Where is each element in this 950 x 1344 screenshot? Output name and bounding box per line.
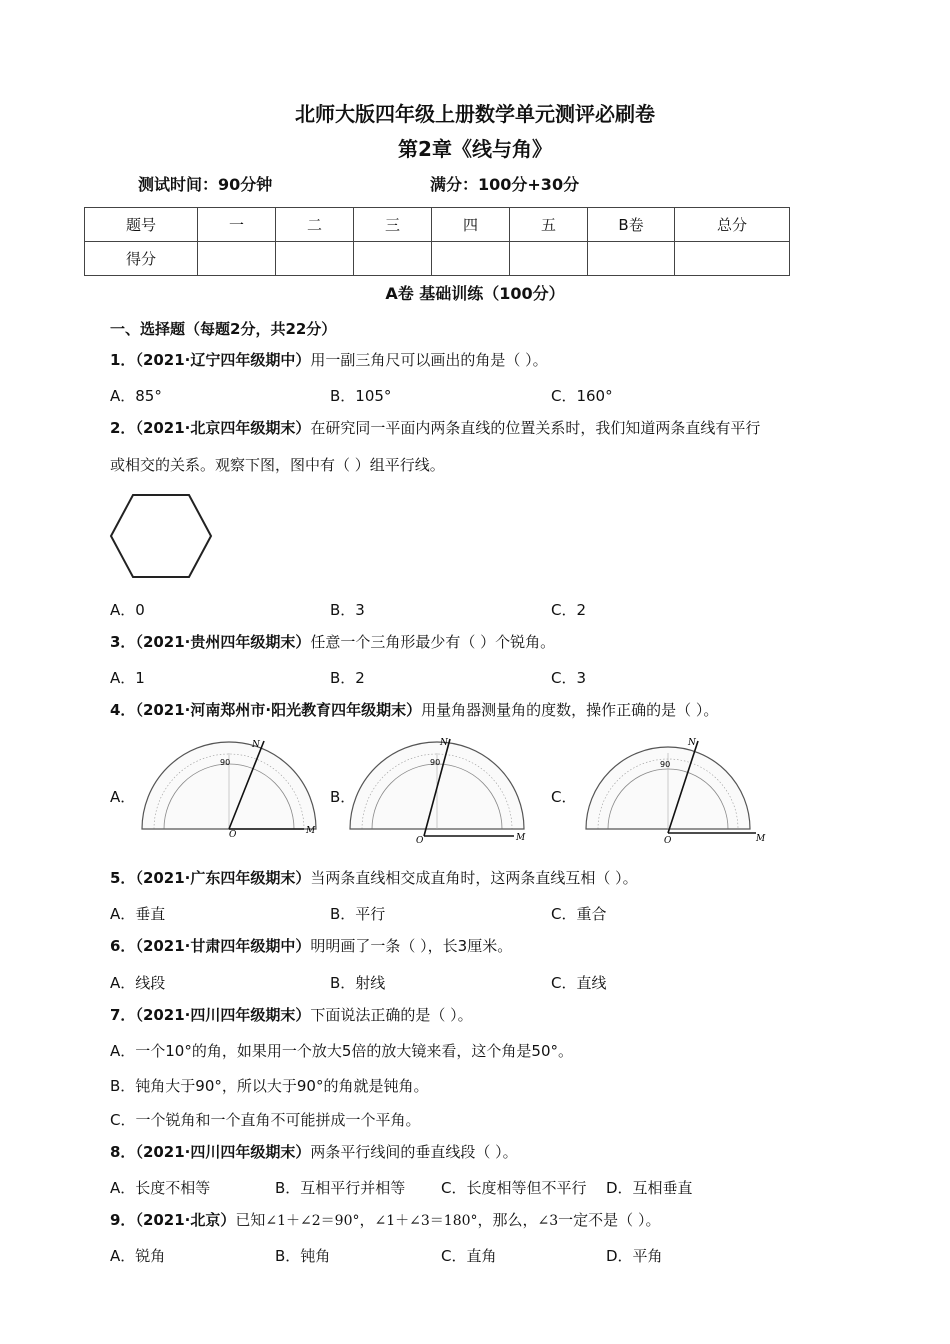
question-source: （2021·北京四年级期末）	[135, 419, 311, 437]
score-header-cell: 四	[432, 208, 510, 242]
question-text: 一定不是（ ）。	[558, 1211, 661, 1229]
option-d[interactable]: D．平角	[606, 1247, 663, 1265]
question-9	[110, 1202, 840, 1240]
question-source: （2021·河南郑州市·阳光教育四年级期末）	[135, 701, 422, 719]
score-cell[interactable]	[432, 242, 510, 276]
option-c[interactable]: C．160°	[551, 387, 613, 405]
option-a[interactable]: A．	[110, 788, 136, 806]
label-m: M	[306, 826, 316, 836]
option-b[interactable]: B．2	[330, 669, 365, 687]
question-number: 6．	[110, 937, 136, 955]
question-2	[110, 410, 840, 447]
option-b[interactable]: B．3	[330, 601, 365, 619]
score-header-cell: 总分	[675, 208, 790, 242]
question-number: 4．	[110, 701, 136, 719]
option-a[interactable]: A．1	[110, 669, 145, 687]
question-number: 1．	[110, 351, 136, 369]
option-c[interactable]: C．直线	[551, 974, 607, 992]
score-cell[interactable]	[510, 242, 588, 276]
question-8	[110, 1134, 840, 1171]
option-b[interactable]: B．射线	[330, 974, 386, 992]
option-b[interactable]: B．	[330, 788, 356, 806]
question-7	[110, 997, 840, 1034]
exam-title: 北师大版四年级上册数学单元测评必刷卷	[295, 102, 655, 126]
question-text: 两条平行线间的垂直线段（ ）。	[310, 1143, 518, 1161]
score-header-cell: 一	[198, 208, 276, 242]
math-expression: ∠3	[537, 1213, 559, 1229]
score-table	[84, 207, 790, 276]
option-a[interactable]: A．85°	[110, 387, 162, 405]
option-c[interactable]: C．长度相等但不平行	[441, 1179, 587, 1197]
question-text: 当两条直线相交成直角时，这两条直线互相（ ）。	[310, 869, 638, 887]
label-n: N	[440, 738, 448, 748]
score-table-header-row	[85, 208, 790, 242]
label-n: N	[252, 740, 260, 750]
question-source: （2021·四川四年级期末）	[135, 1006, 311, 1024]
test-time: 测试时间：90分钟	[138, 175, 273, 194]
question-2-continued: 或相交的关系。观察下图，图中有（ ）组平行线。	[110, 456, 445, 474]
question-number: 7．	[110, 1006, 136, 1024]
protractor-figure-c	[578, 733, 768, 845]
option-c[interactable]: C．重合	[551, 905, 607, 923]
option-b[interactable]: B．互相平行并相等	[275, 1179, 406, 1197]
question-1	[110, 342, 840, 379]
label-m: M	[516, 833, 526, 843]
math-expression: ∠1＋∠3＝180°	[374, 1213, 478, 1229]
score-cell[interactable]	[354, 242, 432, 276]
label-m: M	[756, 834, 766, 844]
label-o: O	[416, 836, 424, 845]
question-source: （2021·甘肃四年级期中）	[135, 937, 311, 955]
chapter-title: 第2章《线与角》	[398, 137, 552, 161]
score-header-cell: B卷	[588, 208, 675, 242]
option-d[interactable]: D．互相垂直	[606, 1179, 693, 1197]
question-text: 用一副三角尺可以画出的角是（ ）。	[310, 351, 548, 369]
option-a[interactable]: A．锐角	[110, 1247, 166, 1265]
score-header-cell: 二	[276, 208, 354, 242]
question-4	[110, 692, 840, 729]
question-5	[110, 860, 840, 897]
score-cell[interactable]	[675, 242, 790, 276]
score-cell[interactable]	[276, 242, 354, 276]
score-header-cell: 三	[354, 208, 432, 242]
question-number: 3．	[110, 633, 136, 651]
option-b[interactable]: B．平行	[330, 905, 386, 923]
option-c[interactable]: C．	[551, 788, 577, 806]
label-o: O	[229, 830, 237, 840]
question-text: 用量角器测量角的度数，操作正确的是（ ）。	[421, 701, 719, 719]
part-one-title: 一、选择题（每题2分，共22分）	[110, 320, 337, 338]
section-a-title: A卷 基础训练（100分）	[385, 284, 565, 303]
question-3	[110, 624, 840, 661]
question-number: 8．	[110, 1143, 136, 1161]
protractor-figure-b	[342, 733, 532, 845]
hexagon-figure	[108, 492, 214, 580]
question-source: （2021·辽宁四年级期中）	[135, 351, 311, 369]
question-source: （2021·广东四年级期末）	[135, 869, 311, 887]
question-number: 9．	[110, 1211, 136, 1229]
option-a[interactable]: A．线段	[110, 974, 166, 992]
option-a[interactable]: A．垂直	[110, 905, 166, 923]
question-number: 5．	[110, 869, 136, 887]
hexagon-shape	[111, 495, 211, 577]
question-text: 已知	[235, 1211, 266, 1229]
option-b[interactable]: B．钝角大于90°，所以大于90°的角就是钝角。	[110, 1077, 429, 1095]
score-cell[interactable]	[588, 242, 675, 276]
option-c[interactable]: C．2	[551, 601, 587, 619]
option-c[interactable]: C．3	[551, 669, 587, 687]
score-cell[interactable]	[198, 242, 276, 276]
label-90: 90	[660, 760, 671, 769]
math-expression: ∠1＋∠2＝90°	[265, 1213, 360, 1229]
question-source: （2021·贵州四年级期末）	[135, 633, 311, 651]
protractor-figure-a	[134, 733, 324, 845]
label-n: N	[688, 738, 696, 748]
question-source: （2021·北京）	[135, 1211, 236, 1229]
question-text: 任意一个三角形最少有（ ）个锐角。	[310, 633, 556, 651]
label-o: O	[664, 836, 672, 845]
question-number: 2．	[110, 419, 136, 437]
question-text: ，那么，	[477, 1211, 538, 1229]
option-a[interactable]: A．一个10°的角，如果用一个放大5倍的放大镜来看，这个角是50°。	[110, 1042, 573, 1060]
option-a[interactable]: A．长度不相等	[110, 1179, 211, 1197]
question-source: （2021·四川四年级期末）	[135, 1143, 311, 1161]
full-score: 满分：100分+30分	[430, 175, 580, 194]
score-row-label: 得分	[85, 242, 198, 276]
score-header-cell: 五	[510, 208, 588, 242]
label-90: 90	[220, 758, 231, 767]
question-text: ，	[359, 1211, 375, 1229]
question-text: 明明画了一条（ ），长3厘米。	[310, 937, 513, 955]
question-text: 在研究同一平面内两条直线的位置关系时，我们知道两条直线有平行	[310, 419, 761, 437]
label-90: 90	[430, 758, 441, 767]
score-header-cell: 题号	[85, 208, 198, 242]
option-c[interactable]: C．直角	[441, 1247, 497, 1265]
question-6	[110, 928, 840, 965]
question-text: 下面说法正确的是（ ）。	[310, 1006, 473, 1024]
option-b[interactable]: B．105°	[330, 387, 392, 405]
option-a[interactable]: A．0	[110, 601, 145, 619]
option-c[interactable]: C．一个锐角和一个直角不可能拼成一个平角。	[110, 1111, 421, 1129]
option-b[interactable]: B．钝角	[275, 1247, 331, 1265]
score-table-score-row	[85, 242, 790, 276]
